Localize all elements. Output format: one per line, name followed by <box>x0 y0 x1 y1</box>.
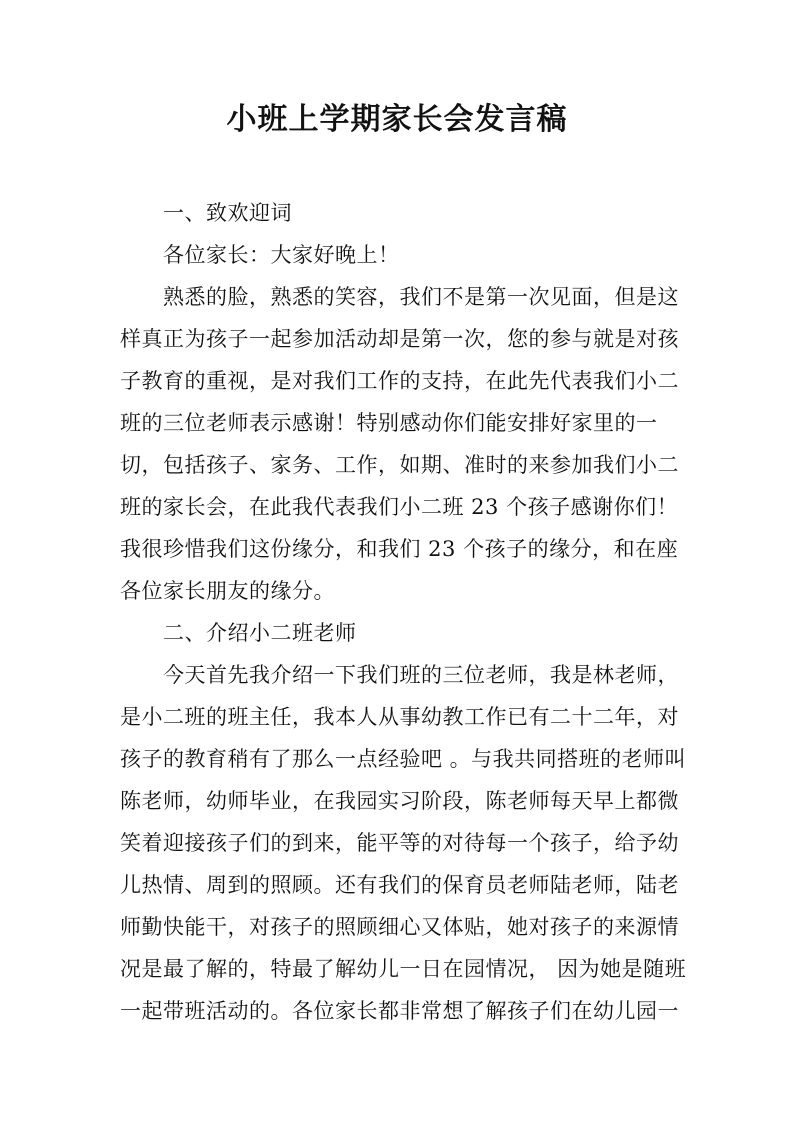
paragraph-line: 今天首先我介绍一下我们班的三位老师，我是林老师， <box>163 663 679 687</box>
paragraph-line: 各位家长朋友的缘分。 <box>120 579 335 603</box>
paragraph-line: 子教育的重视，是对我们工作的支持，在此先代表我们小二 <box>120 369 679 393</box>
paragraph-line: 是小二班的班主任，我本人从事幼教工作已有二十二年，对 <box>120 705 679 729</box>
paragraph-line: 儿热情、周到的照顾。还有我们的保育员老师陆老师，陆老 <box>120 873 679 897</box>
paragraph-line: 班的三位老师表示感谢！特别感动你们能安排好家里的一 <box>120 411 658 435</box>
paragraph-line: 陈老师，幼师毕业，在我园实习阶段，陈老师每天早上都微 <box>120 789 679 813</box>
paragraph-line: 笑着迎接孩子们的到来，能平等的对待每一个孩子，给予幼 <box>120 831 679 855</box>
paragraph-line: 熟悉的脸，熟悉的笑容，我们不是第一次见面，但是这 <box>163 285 679 309</box>
paragraph-line: 班的家长会，在此我代表我们小二班 23 个孩子感谢你们！ <box>120 495 679 519</box>
paragraph-line: 师勤快能干，对孩子的照顾细心又体贴，她对孩子的来源情 <box>120 915 679 939</box>
paragraph-line: 孩子的教育稍有了那么一点经验吧 。与我共同搭班的老师叫 <box>120 747 687 771</box>
document-title: 小班上学期家长会发言稿 <box>226 102 568 137</box>
paragraph-line: 样真正为孩子一起参加活动却是第一次，您的参与就是对孩 <box>120 327 679 351</box>
paragraph-line: 一起带班活动的。各位家长都非常想了解孩子们在幼儿园一 <box>120 999 679 1023</box>
paragraph-line: 各位家长：大家好晚上！ <box>163 243 400 267</box>
section-heading-teachers: 二、介绍小二班老师 <box>163 621 357 645</box>
paragraph-line: 况是最了解的，特最了解幼儿一日在园情况， 因为她是随班 <box>120 957 687 981</box>
paragraph-line: 我很珍惜我们这份缘分，和我们 23 个孩子的缘分，和在座 <box>120 537 679 561</box>
paragraph-line: 切，包括孩子、家务、工作，如期、准时的来参加我们小二 <box>120 453 679 477</box>
section-heading-welcome: 一、致欢迎词 <box>163 201 292 225</box>
